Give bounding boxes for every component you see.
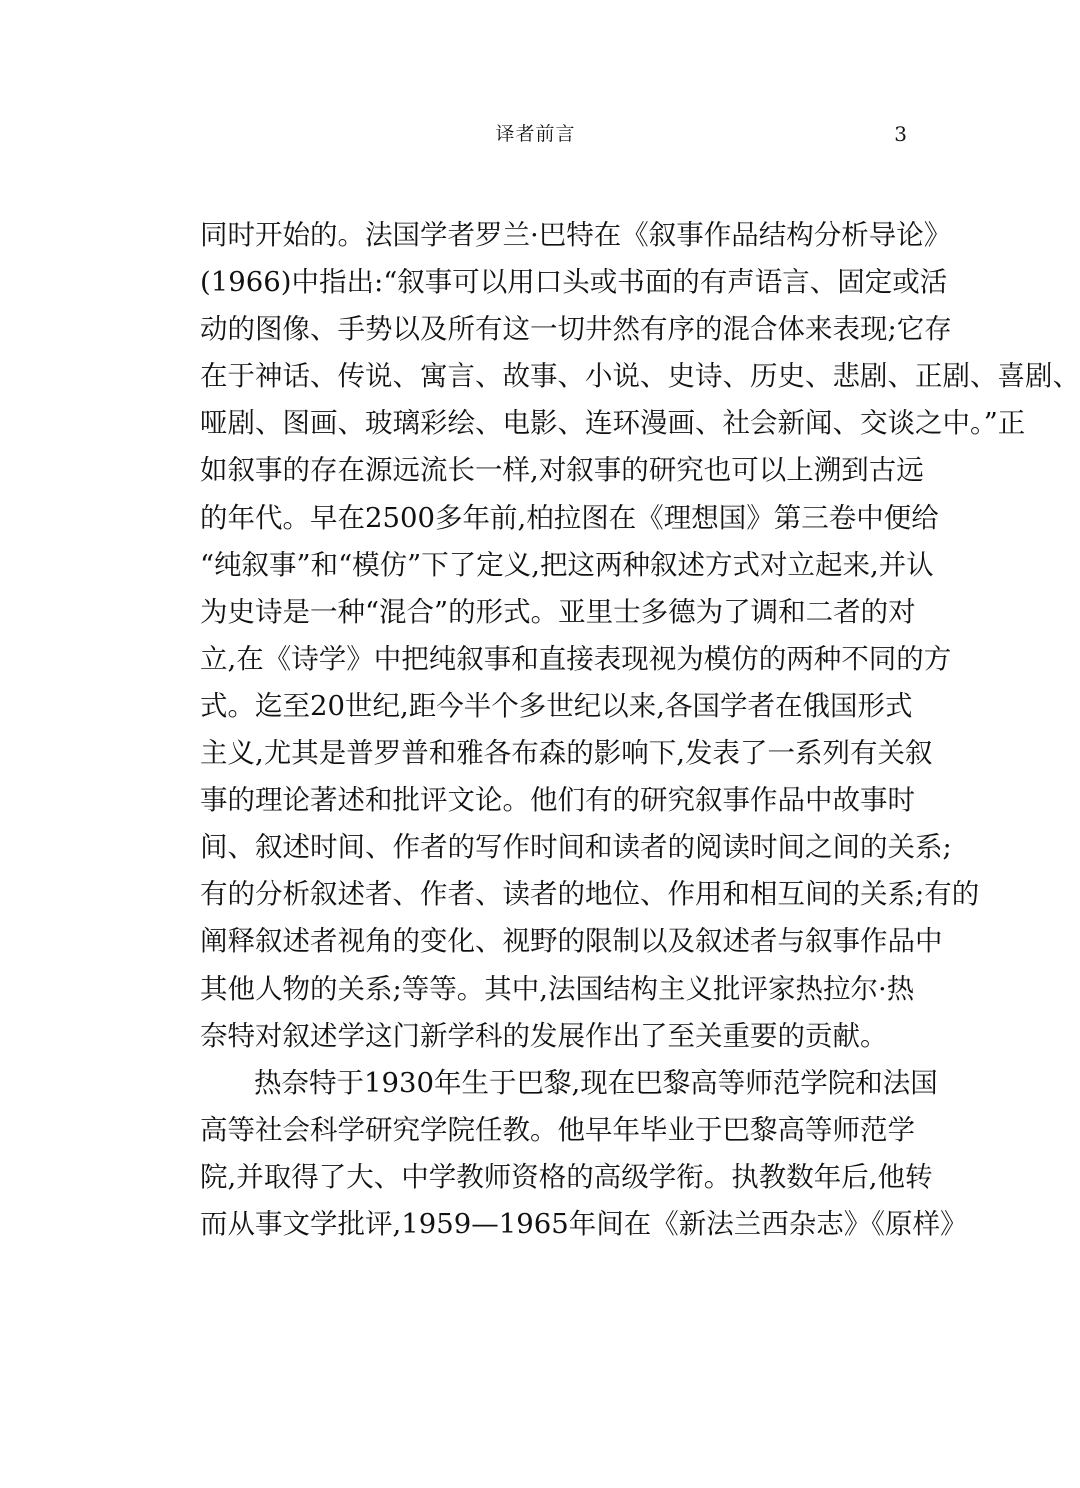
running-head [0, 118, 1071, 150]
text-line: 奈特对叙述学这门新学科的发展作出了至关重要的贡献。 [200, 1019, 888, 1052]
paragraph [200, 212, 1080, 1060]
body-text [200, 212, 1080, 1248]
text-line: 热奈特于1930年生于巴黎,现在巴黎高等师范学院和法国 [254, 1066, 938, 1099]
text-line: 事的理论著述和批评文论。他们有的研究叙事作品中故事时 [200, 784, 915, 817]
text-line: 而从事文学批评,1959—1965年间在《新法兰西杂志》《原样》 [200, 1207, 968, 1240]
paragraph [200, 1060, 968, 1248]
text-line: 立,在《诗学》中把纯叙事和直接表现视为模仿的两种不同的方 [200, 642, 952, 675]
text-line: 阐释叙述者视角的变化、视野的限制以及叙述者与叙事作品中 [200, 925, 943, 958]
text-line: 有的分析叙述者、作者、读者的地位、作用和相互间的关系;有的 [200, 878, 980, 911]
text-line: 如叙事的存在源远流长一样,对叙事的研究也可以上溯到古远 [200, 454, 924, 487]
running-title: 译者前言 [495, 123, 576, 145]
text-line: 院,并取得了大、中学教师资格的高级学衔。执教数年后,他转 [200, 1160, 933, 1193]
text-line: 高等社会科学研究学院任教。他早年毕业于巴黎高等师范学 [200, 1113, 915, 1146]
text-line: 式。迄至20世纪,距今半个多世纪以来,各国学者在俄国形式 [200, 689, 913, 722]
text-line: 动的图像、手势以及所有这一切井然有序的混合体来表现;它存 [200, 313, 952, 346]
text-line: 哑剧、图画、玻璃彩绘、电影、连环漫画、社会新闻、交谈之中。”正 [200, 407, 1026, 440]
text-line: 其他人物的关系;等等。其中,法国结构主义批评家热拉尔·热 [200, 972, 915, 1005]
text-line: 同时开始的。法国学者罗兰·巴特在《叙事作品结构分析导论》 [200, 219, 952, 251]
page-number: 3 [894, 122, 907, 146]
text-line: (1966)中指出:“叙事可以用口头或书面的有声语言、固定或活 [200, 266, 948, 299]
text-line: 为史诗是一种“混合”的形式。亚里士多德为了调和二者的对 [200, 595, 916, 628]
text-line: 主义,尤其是普罗普和雅各布森的影响下,发表了一系列有关叙 [200, 737, 933, 770]
text-line: 间、叙述时间、作者的写作时间和读者的阅读时间之间的关系; [200, 831, 952, 864]
text-line: “纯叙事”和“模仿”下了定义,把这两种叙述方式对立起来,并认 [200, 548, 934, 581]
text-line: 在于神话、传说、寓言、故事、小说、史诗、历史、悲剧、正剧、喜剧、 [200, 360, 1080, 393]
text-line: 的年代。早在2500多年前,柏拉图在《理想国》第三卷中便给 [200, 501, 939, 534]
